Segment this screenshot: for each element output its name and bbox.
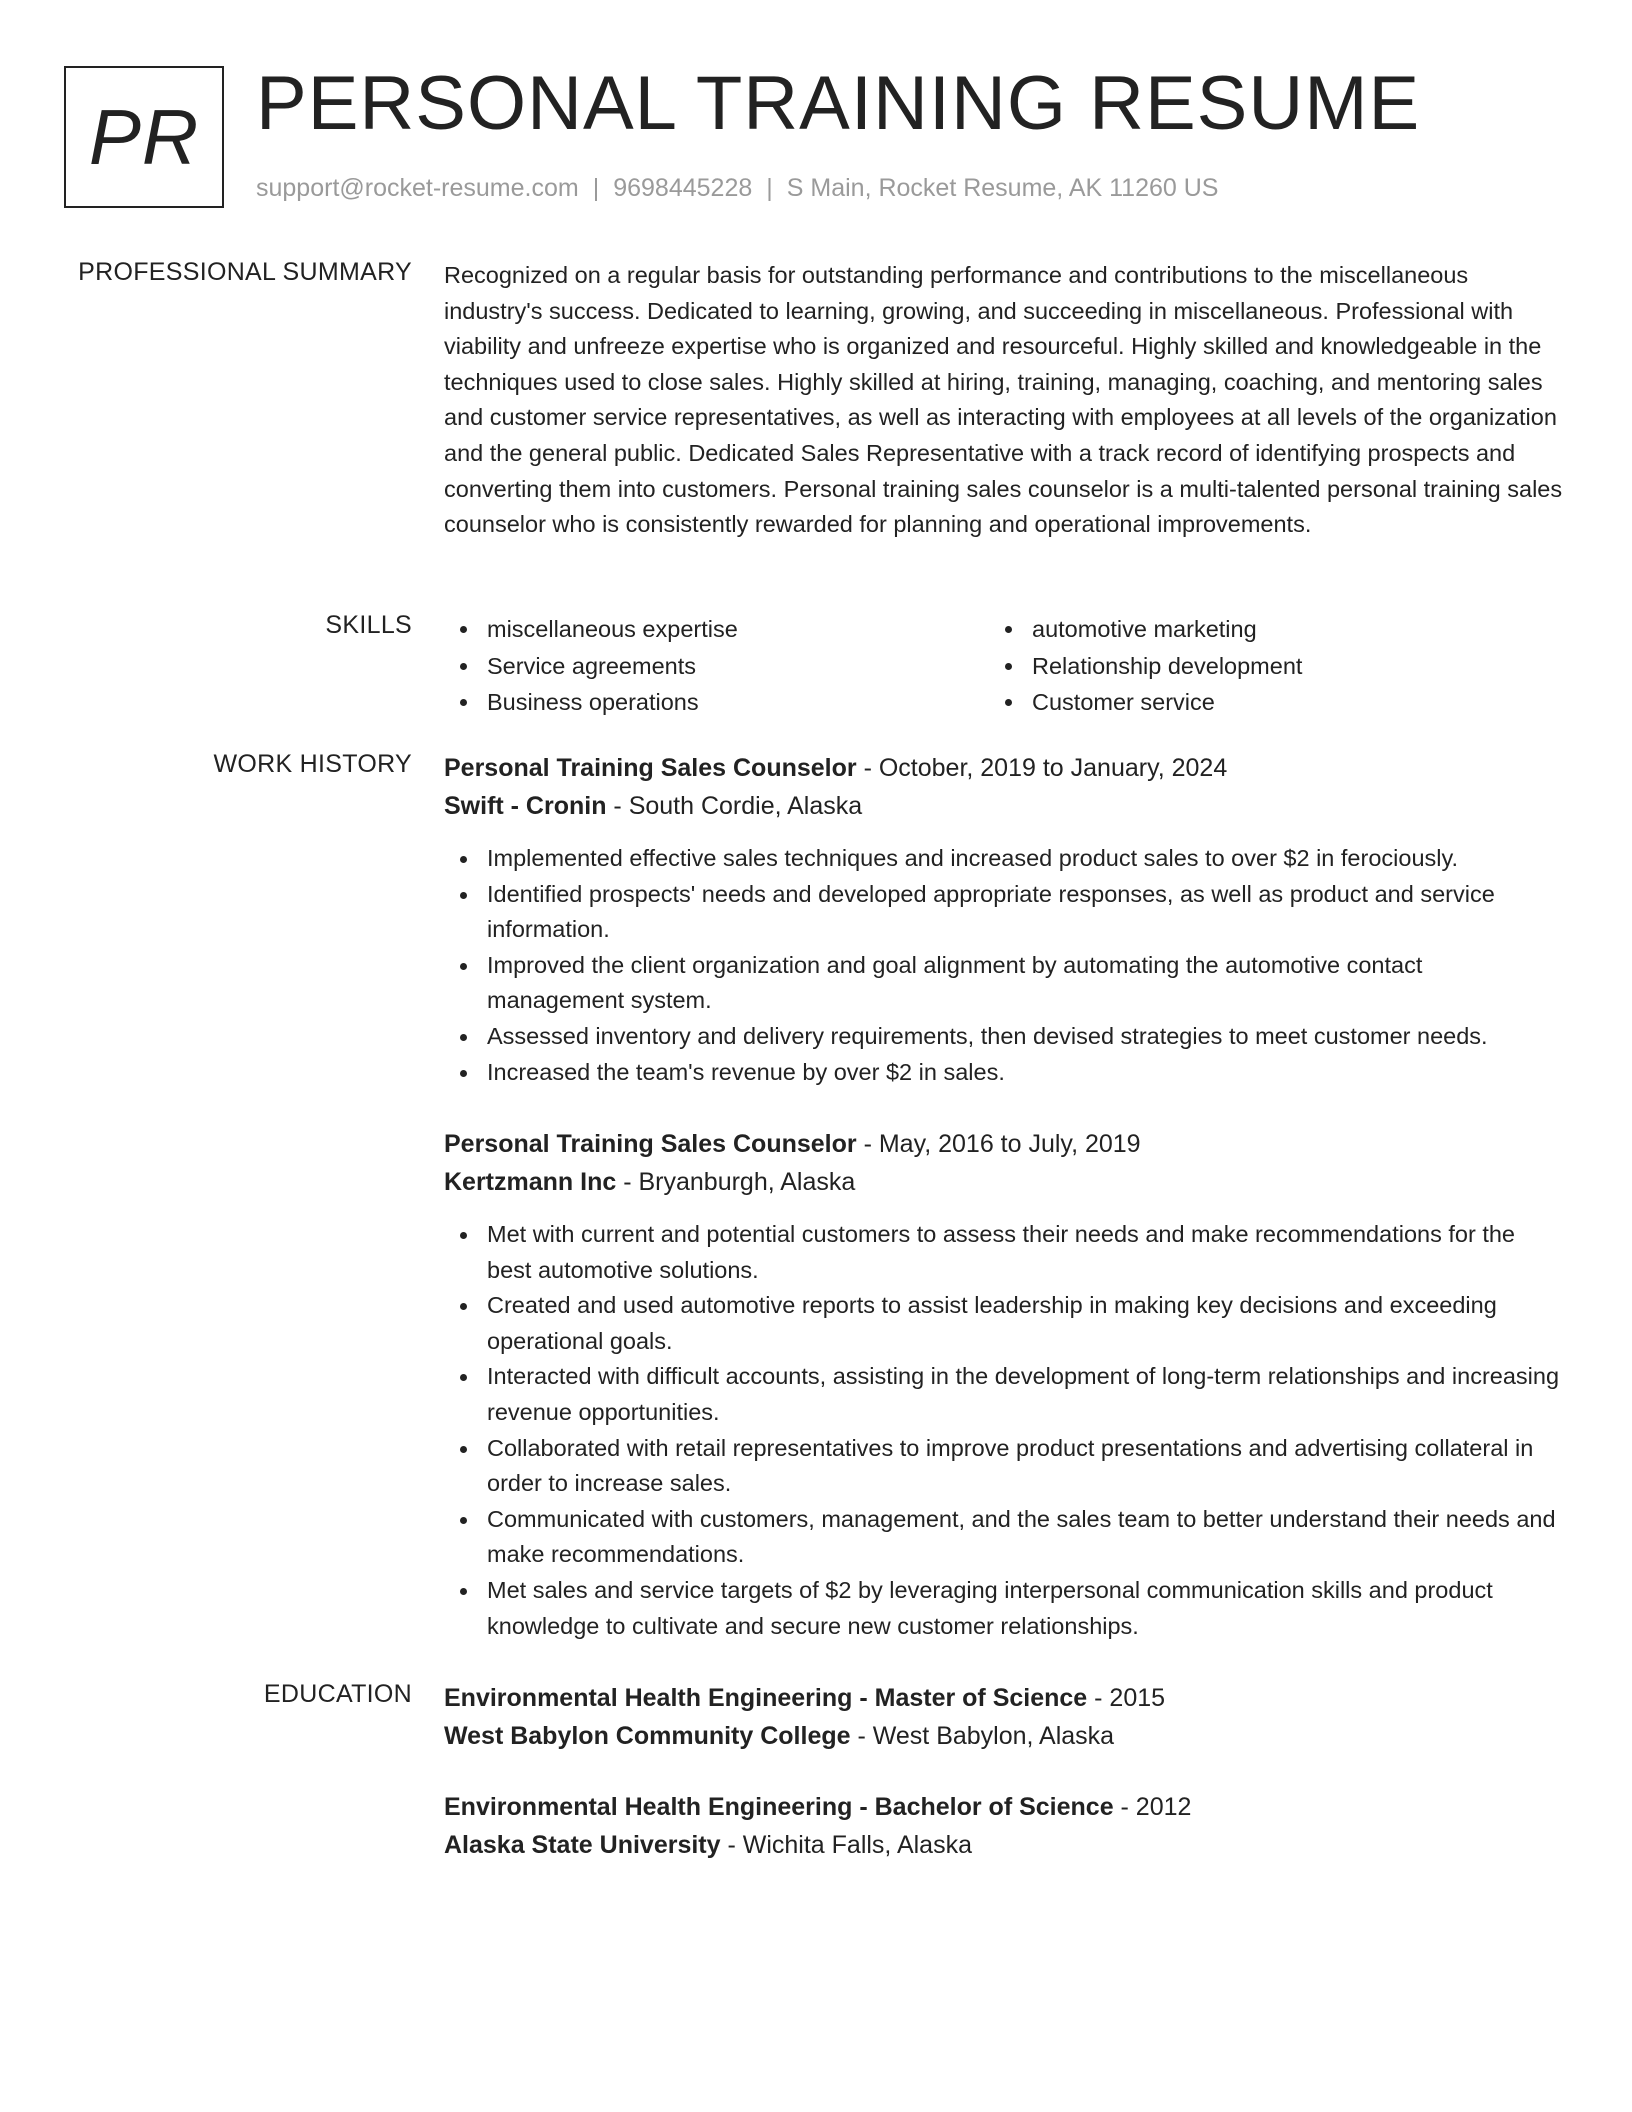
job-company-line [444, 1164, 1564, 1202]
education-degree-line [444, 1789, 1564, 1827]
summary-text: Recognized on a regular basis for outstanding performance and contributions to the miscellaneous industry's success. Dedicated to learning, growing, and succeeding in miscellaneous. Professional with viability and unfreeze expertise who is organized and resourceful. Highly skilled and knowledgeable in the techniques used to close sales. Highly skilled at hiring, training, managing, coaching, and mentoring sales and customer service representatives, as well as interacting with employees at all levels of the organization and the general public. Dedicated Sales Representative with a track record of identifying prospects and converting them into customers. Personal training sales counselor is a multi-talented personal training sales counselor who is consistently rewarded for planning and operational improvements. [444, 262, 1563, 538]
contact-line [256, 174, 1218, 203]
skill-item: Business operations [444, 684, 989, 721]
education-entry [444, 1680, 1564, 1755]
education-school-line [444, 1827, 1564, 1865]
job-bullet: Interacted with difficult accounts, assisting in the development of long-term relationships and increasing revenue opportunities. [444, 1359, 1564, 1430]
job-dates: - May, 2016 to July, 2019 [856, 1130, 1141, 1158]
job-company-line [444, 788, 1564, 826]
job-entry [444, 750, 1564, 1090]
job-bullet: Identified prospects' needs and developed appropriate responses, as well as product and service information. [444, 877, 1564, 948]
job-bullet: Improved the client organization and goal alignment by automating the automotive contact management system. [444, 948, 1564, 1019]
education-year: - 2015 [1087, 1684, 1166, 1712]
education-degree-line [444, 1680, 1564, 1718]
work-history-heading: WORK HISTORY [213, 750, 412, 778]
job-bullets [444, 841, 1564, 1090]
contact-phone[interactable]: 9698445228 [613, 174, 753, 202]
job-bullet: Increased the team's revenue by over $2 in sales. [444, 1055, 1564, 1091]
skill-item: Customer service [989, 684, 1534, 721]
education-degree: Environmental Health Engineering - Master of Science [444, 1684, 1088, 1712]
job-bullet: Collaborated with retail representatives to improve product presentations and advertising collateral in order to increase sales. [444, 1431, 1564, 1502]
skill-item: automotive marketing [989, 611, 1534, 648]
education-degree: Environmental Health Engineering - Bachelor of Science [444, 1793, 1114, 1821]
education-entry [444, 1789, 1564, 1864]
job-dates: - October, 2019 to January, 2024 [856, 754, 1228, 782]
job-title-line [444, 750, 1564, 788]
resume-header [64, 61, 1584, 208]
job-bullet: Assessed inventory and delivery requirements, then devised strategies to meet customer needs. [444, 1019, 1564, 1055]
job-title-line [444, 1126, 1564, 1164]
skills-heading: SKILLS [325, 611, 412, 639]
education-school: West Babylon Community College [444, 1721, 851, 1750]
contact-separator: | [766, 174, 773, 202]
job-bullet: Created and used automotive reports to assist leadership in making key decisions and exceeding operational goals. [444, 1288, 1564, 1359]
job-location: - South Cordie, Alaska [606, 791, 863, 820]
monogram-initials: PR [88, 92, 200, 181]
education-school: Alaska State University [444, 1830, 721, 1859]
job-title: Personal Training Sales Counselor [444, 754, 857, 782]
job-entry [444, 1126, 1564, 1644]
contact-separator: | [592, 174, 600, 202]
job-bullet: Implemented effective sales techniques and increased product sales to over $2 in ferociously. [444, 841, 1564, 877]
education-school-line [444, 1718, 1564, 1756]
job-location: - Bryanburgh, Alaska [616, 1167, 856, 1196]
job-bullet: Met with current and potential customers to assess their needs and make recommendations for the best automotive solutions. [444, 1217, 1564, 1288]
education-year: - 2012 [1113, 1793, 1192, 1821]
skills-column-right [989, 611, 1534, 721]
job-company: Swift - Cronin [444, 791, 607, 820]
job-company: Kertzmann Inc [444, 1167, 617, 1196]
skills-column-left [444, 611, 989, 721]
job-bullet: Met sales and service targets of $2 by leveraging interpersonal communication skills and product knowledge to cultivate and secure new customer relationships. [444, 1573, 1564, 1644]
education-location: - Wichita Falls, Alaska [720, 1830, 972, 1859]
contact-address: S Main, Rocket Resume, AK 11260 US [786, 174, 1219, 202]
skill-item: Relationship development [989, 648, 1534, 685]
job-bullet: Communicated with customers, management, and the sales team to better understand their needs and make recommendations. [444, 1502, 1564, 1573]
resume-title: PERSONAL TRAINING RESUME [256, 61, 1421, 146]
job-bullets [444, 1217, 1564, 1644]
job-title: Personal Training Sales Counselor [444, 1130, 857, 1158]
education-heading: EDUCATION [263, 1680, 412, 1708]
contact-email[interactable]: support@rocket-resume.com [256, 174, 579, 202]
skill-item: miscellaneous expertise [444, 611, 989, 648]
monogram-badge [64, 66, 224, 208]
summary-heading: PROFESSIONAL SUMMARY [78, 258, 412, 286]
education-location: - West Babylon, Alaska [850, 1721, 1115, 1750]
skill-item: Service agreements [444, 648, 989, 685]
skills-list [444, 611, 1564, 721]
